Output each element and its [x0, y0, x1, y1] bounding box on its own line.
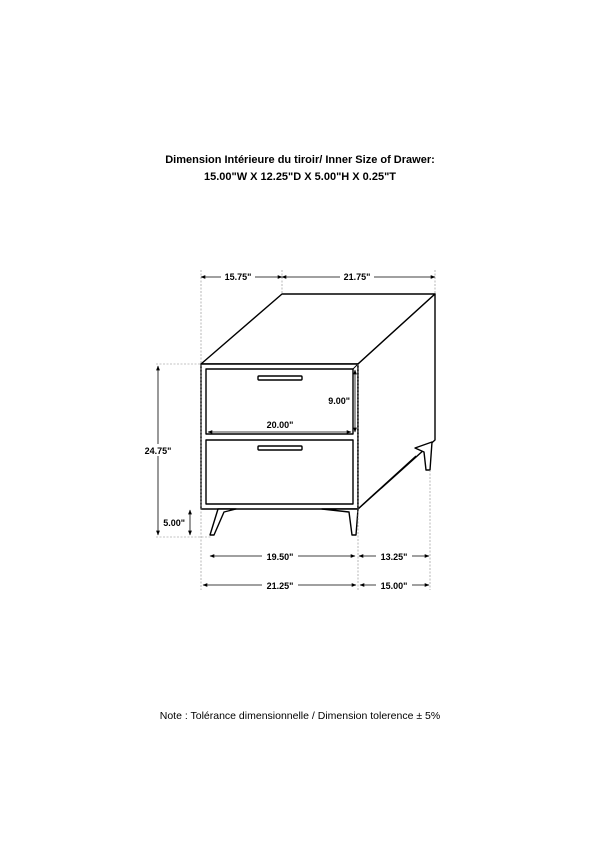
tolerance-note: Note : Tolérance dimensionnelle / Dimension tolerence ± 5% [159, 710, 441, 722]
nightstand-outline [201, 294, 435, 509]
leg-front-right [322, 509, 358, 535]
heading-line-2: 15.00"W X 12.25"D X 5.00"H X 0.25"T [203, 171, 397, 183]
label-inner-width: 20.00" [266, 420, 294, 430]
label-overall-width: 21.25" [266, 581, 294, 591]
label-overall-height: 24.75" [144, 446, 172, 456]
label-drawer-height: 9.00" [328, 396, 350, 406]
label-overall-depth: 15.00" [380, 581, 408, 591]
heading-line-1: Dimension Intérieure du tiroir/ Inner Size of Drawer: [165, 154, 435, 166]
label-leg-height: 5.00" [163, 518, 185, 528]
label-base-front-width: 19.50" [266, 552, 294, 562]
label-top-left-depth: 15.75" [224, 272, 252, 282]
leg-front-left [210, 509, 236, 535]
label-base-side-depth: 13.25" [380, 552, 408, 562]
label-top-right-width: 21.75" [343, 272, 371, 282]
front-face [201, 364, 358, 509]
